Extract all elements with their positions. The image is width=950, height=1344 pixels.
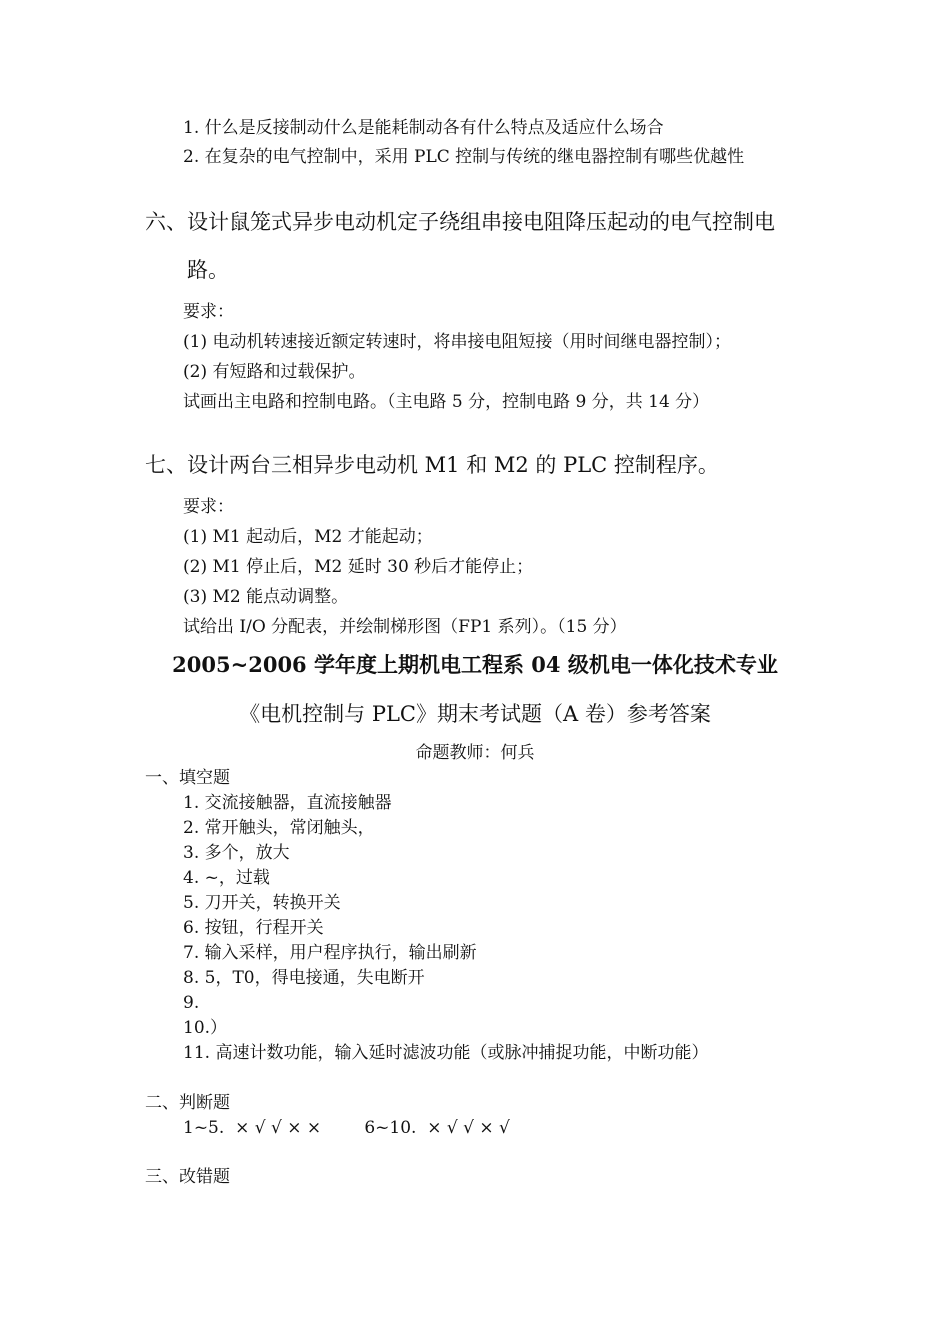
- page-subtitle: 《电机控制与 PLC》期末考试题（A 卷）参考答案: [239, 702, 711, 726]
- answer-item: 3. 多个，放大: [183, 843, 290, 863]
- answer-item: 2. 常开触头，常闭触头，: [183, 818, 375, 838]
- section7-heading: 七、设计两台三相异步电动机 M1 和 M2 的 PLC 控制程序。: [145, 453, 719, 477]
- answer-item: 10.）: [183, 1018, 228, 1038]
- requirement-item: (1) M1 起动后，M2 才能起动；: [183, 527, 433, 547]
- instruction-text: 试画出主电路和控制电路。（主电路 5 分，控制电路 9 分，共 14 分）: [183, 392, 710, 412]
- answer-item: 7. 输入采样，用户程序执行，输出刷新: [183, 943, 477, 963]
- answer-item: 8. 5，T0，得电接通，失电断开: [183, 968, 425, 988]
- requirements-label: 要求：: [183, 302, 234, 322]
- section6-heading-cont: 路。: [187, 258, 229, 282]
- question-item: 2. 在复杂的电气控制中，采用 PLC 控制与传统的继电器控制有哪些优越性: [183, 147, 745, 167]
- correction-heading: 三、改错题: [145, 1167, 230, 1187]
- answer-item: 4. ~，过载: [183, 868, 270, 888]
- section6-heading: 六、设计鼠笼式异步电动机定子绕组串接电阻降压起动的电气控制电: [145, 210, 775, 234]
- answer-item: 5. 刀开关，转换开关: [183, 893, 341, 913]
- judgment-answers: 1~5. × √ √ × × 6~10. × √ √ × √: [183, 1118, 510, 1138]
- answer-item: 11. 高速计数功能，输入延时滤波功能（或脉冲捕捉功能，中断功能）: [183, 1043, 709, 1063]
- requirement-item: (1) 电动机转速接近额定转速时，将串接电阻短接（用时间继电器控制）；: [183, 332, 731, 352]
- judgment-heading: 二、判断题: [145, 1093, 230, 1113]
- instruction-text: 试给出 I/O 分配表，并绘制梯形图（FP1 系列）。（15 分）: [183, 617, 627, 637]
- teacher-line: 命题教师：何兵: [415, 743, 535, 763]
- answer-item: 1. 交流接触器，直流接触器: [183, 793, 392, 813]
- requirement-item: (2) 有短路和过载保护。: [183, 362, 366, 382]
- requirements-label: 要求：: [183, 497, 234, 517]
- answer-item: 6. 按钮，行程开关: [183, 918, 324, 938]
- fill-blank-heading: 一、填空题: [145, 768, 230, 788]
- requirement-item: (2) M1 停止后，M2 延时 30 秒后才能停止；: [183, 557, 534, 577]
- requirement-item: (3) M2 能点动调整。: [183, 587, 349, 607]
- question-item: 1. 什么是反接制动什么是能耗制动各有什么特点及适应什么场合: [183, 118, 664, 138]
- answer-item: 9.: [183, 993, 200, 1013]
- page-title: 2005~2006 学年度上期机电工程系 04 级机电一体化技术专业: [172, 652, 778, 677]
